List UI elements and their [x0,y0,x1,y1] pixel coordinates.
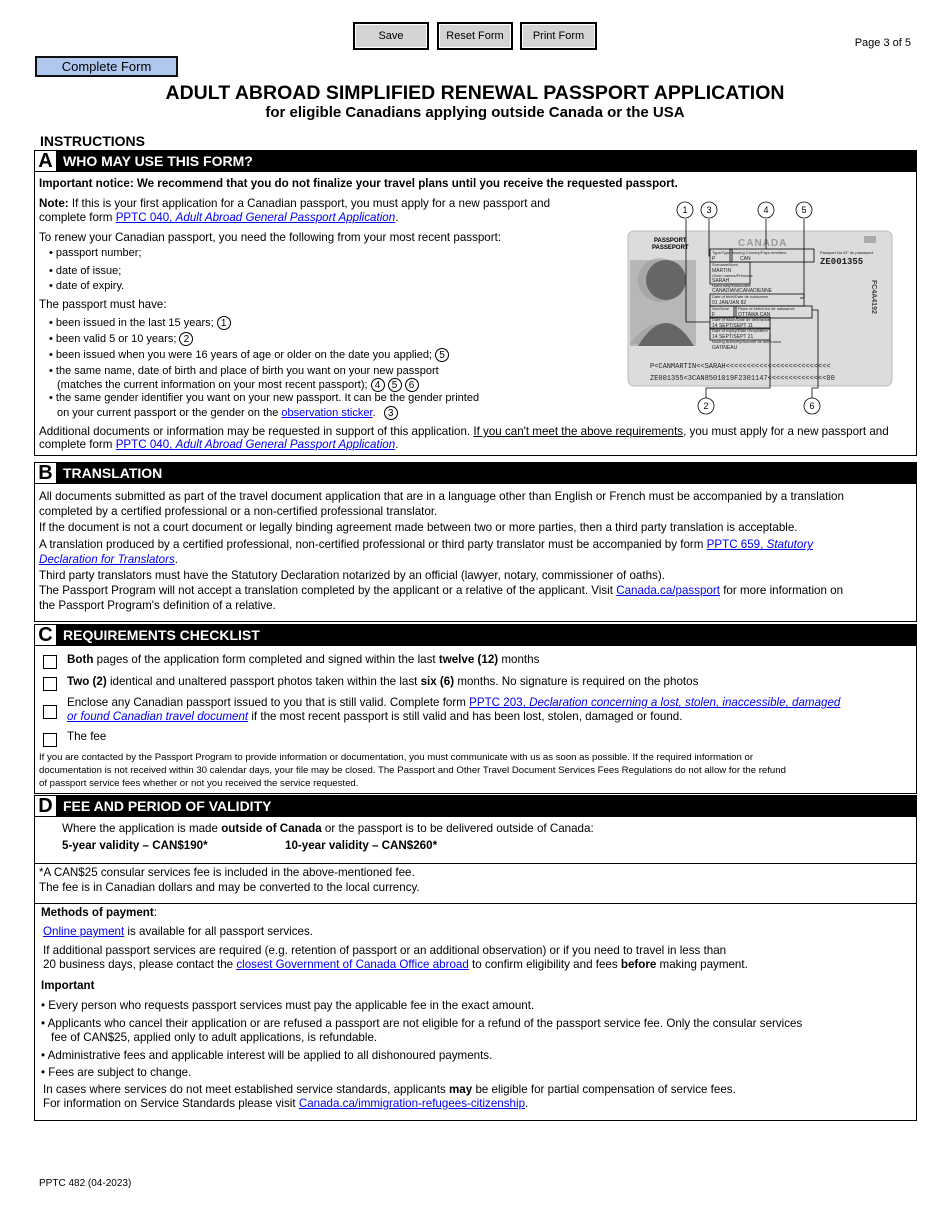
number-circle: 5 [388,378,402,392]
note-text: complete form [39,211,116,224]
callout-number: 6 [809,401,815,411]
instructions-heading: INSTRUCTIONS [40,133,145,149]
country-label: CANADA [738,238,788,249]
page-subtitle: for eligible Canadians applying outside Canada or the USA [265,104,685,121]
reset-form-button[interactable]: Reset Form [437,22,513,50]
callout-number: 5 [801,205,807,215]
portrait-head [646,260,686,300]
divider [34,863,917,864]
pptc659-link[interactable]: PPTC 659, Statutory [706,538,813,551]
page-number: Page 3 of 5 [854,37,911,49]
callout-number: 3 [706,205,712,215]
passport-sample-image [620,198,902,420]
list-item: on your current passport or the gender on the observation sticker. 3 [57,406,398,420]
section-letter: B [34,462,57,484]
field-label: Date of birth/Date de naissance [712,294,769,299]
field-label: Passport No./N° de passeport [820,250,873,255]
paragraph: A translation produced by a certified professional, non-certified professional or third party translator must be accompanied by form PPTC 659, Statutory [39,538,813,551]
additional-line-1: Additional documents or information may be requested in support of this application. If you can't meet the above requirements, you must apply for a new passport and [39,425,889,438]
callout-number: 4 [763,205,769,215]
footnote: The fee is in Canadian dollars and may be converted to the local currency. [39,881,420,894]
paragraph: 20 business days, please contact the closest Government of Canada Office abroad to confirm eligibility and fees before making payment. [43,958,748,971]
field-label: Sex/Sexe [712,306,730,311]
field-label: Issuing Authority/Autorité de délivrance [712,339,782,344]
checklist-item: The fee [67,730,107,743]
page-title: ADULT ABROAD SIMPLIFIED RENEWAL PASSPORT APPLICATION [165,82,785,104]
list-item: • Applicants who cancel their application or are refused a passport are not eligible for a refund of the passport service fee. Only the consular services [41,1017,803,1030]
checkbox-both-pages[interactable] [43,655,57,669]
list-item: • Every person who requests passport services must pay the applicable fee in the exact amount. [41,999,535,1012]
section-heading: FEE AND PERIOD OF VALIDITY [63,798,272,814]
paragraph: In cases where services do not meet established service standards, applicants may be eligible for partial compensation of service fees. [43,1083,736,1096]
checklist-item: Two (2) identical and unaltered passport photos taken within the last six (6) months. No signature is required on the photos [67,675,699,688]
checklist-item: Enclose any Canadian passport issued to you that is still valid. Complete form PPTC 203, Declaration concerning a lost, stolen, inaccessible, damaged [67,696,841,709]
fee-intro: Where the application is made outside of Canada or the passport is to be delivered outside of Canada: [62,822,594,835]
important-heading: Important [41,979,95,992]
passport-number: ZE001355 [820,257,864,267]
paragraph: Third party translators must have the Statutory Declaration notarized by an official (lawyer, notary, commissioner of oaths). [39,569,665,582]
paragraph: For information on Service Standards please visit Canada.ca/immigration-refugees-citizenship. [43,1097,529,1110]
form-code-footer: PPTC 482 (04-2023) [39,1178,132,1189]
fee-10-year: 10-year validity – CAN$260* [285,839,438,852]
save-button[interactable]: Save [353,22,429,50]
list-item: • been issued in the last 15 years; 1 [49,316,231,330]
pptc203-link[interactable]: PPTC 203, Declaration concerning a lost, stolen, inaccessible, damaged [469,696,841,709]
renew-intro: To renew your Canadian passport, you need the following from your most recent passport: [39,231,502,244]
list-item: • Fees are subject to change. [41,1066,192,1079]
paragraph: All documents submitted as part of the travel document application that are in a language other than English or French must be accompanied by a translation [39,490,844,503]
list-item: • the same name, date of birth and place of birth you want on your new passport [49,365,439,377]
section-a-header [34,150,917,172]
divider [34,903,917,904]
number-circle: 5 [435,348,449,362]
field-value: F [712,312,716,318]
field-label: Surname/Nom [712,262,738,267]
paragraph: Declaration for Translators. [39,553,178,566]
list-item: • passport number; [49,247,142,259]
checklist-item: Both pages of the application form completed and signed within the last twelve (12) months [67,653,540,666]
list-item: fee of CAN$25, applied only to adult applications, is refundable. [51,1031,378,1044]
field-value: CAN [740,256,751,262]
field-value: CANADIAN/CANADIENNE [712,288,773,294]
field-label: Date of issue/Date de délivrance [712,317,770,322]
field-label: Type/Type [712,250,731,255]
online-payment-link[interactable]: Online payment [43,925,125,938]
section-c-header [34,624,917,646]
field-value: 14 SEPT/SEPT 11 [712,323,753,329]
online-payment-line: Online payment is available for all passport services. [43,925,314,938]
paragraph: The Passport Program will not accept a translation completed by the applicant or a relative of the applicant. Visit Canada.ca/passport for more information on [39,584,844,597]
field-value: MARTIN [712,268,732,274]
callout-number: 2 [703,401,709,411]
number-circle: 2 [179,332,193,346]
fine-print: of passport service fees whether or not you received the service requested. [39,778,359,789]
field-label: Date of expiry/Date d'expiration [712,328,768,333]
section-letter: A [34,150,57,172]
passeport-label: PASSEPORT [652,245,689,251]
field-value: GATINEAU [712,345,738,351]
footnote: *A CAN$25 consular services fee is included in the above-mentioned fee. [39,866,415,879]
note-label: Note: [39,197,69,210]
methods-heading: Methods of payment: [41,906,157,919]
checkbox-fee[interactable] [43,733,57,747]
checkbox-valid-passport[interactable] [43,705,57,719]
field-value: SARAH [712,278,730,284]
number-circle: 1 [217,316,231,330]
list-item: • date of expiry. [49,280,125,292]
pptc203-link[interactable]: or found Canadian travel document [67,710,249,723]
pptc659-link[interactable]: Declaration for Translators [39,553,175,566]
callout-number: 1 [682,205,688,215]
number-circle: 4 [371,378,385,392]
passport-label: PASSPORT [654,238,687,244]
must-have-label: The passport must have: [39,298,167,311]
fee-5-year: 5-year validity – CAN$190* [62,839,208,852]
section-letter: C [34,624,57,646]
important-notice: Important notice: We recommend that you do not finalize your travel plans until you receive the requested passport. [39,177,678,190]
section-b-header [34,462,917,484]
field-label: Issuing Country/Pays émetteur [732,250,787,255]
office-abroad-link[interactable]: closest Government of Canada Office abroad [236,958,469,971]
additional-line-2: complete form PPTC 040, Adult Abroad General Passport Application. [39,438,399,451]
paragraph: If the document is not a court document or legally binding agreement made between two or more parties, then a third party translation is acceptable. [39,521,798,534]
list-item: • Administrative fees and applicable interest will be applied to all dishonoured payments. [41,1049,493,1062]
number-circle: 6 [405,378,419,392]
fine-print: If you are contacted by the Passport Program to provide information or documentation, you must communicate with us as soon as possible. If the required information or [39,752,754,763]
number-circle: 3 [384,406,398,420]
field-value: OTTAWA CAN [738,312,771,318]
field-value: 01 JAN/JAN 82 [712,300,747,306]
section-d-header [34,795,917,817]
checkbox-photos[interactable] [43,677,57,691]
note-text: If this is your first application for a Canadian passport, you must apply for a new passport and [68,197,551,210]
note-line-2: complete form PPTC 040, Adult Abroad General Passport Application. [39,211,399,224]
paragraph: completed by a certified professional or a non-certified professional translator. [39,505,438,518]
list-item: (matches the current information on your most recent passport); 4 5 6 [57,378,419,392]
side-number: FC4A4192 [870,280,877,314]
observation-sticker-link[interactable]: observation sticker [281,406,373,419]
pptc040-link[interactable]: PPTC 040, Adult Abroad General Passport Application [115,211,396,224]
section-letter: D [34,795,57,817]
list-item: • date of issue; [49,265,122,277]
section-heading: TRANSLATION [63,465,163,481]
cant-meet-text: If you can't meet the above requirements [473,425,684,438]
mrz-line-1: P<CANMARTIN<<SARAH<<<<<<<<<<<<<<<<<<<<<<<<< [650,363,831,371]
list-item: • the same gender identifier you want on your new passport. It can be the gender printed [49,392,480,404]
field-label: Place of birth/Lieu de naissance [738,306,795,311]
note-line-1 [39,197,550,210]
field-label: Given names/Prénoms [712,273,753,278]
print-form-button[interactable]: Print Form [520,22,597,50]
field-value: P [712,256,716,262]
field-value: 14 SEPT/SEPT 21 [712,334,754,340]
field-label: Nationality/Nationalité [712,283,751,288]
section-heading: WHO MAY USE THIS FORM? [63,153,253,169]
list-item: • been issued when you were 16 years of age or older on the date you applied; 5 [49,348,449,362]
fine-print: documentation is not received within 30 calendar days, your file may be closed. The Passport and Other Travel Document Services Fees Regulations do not allow for the refund [39,765,786,776]
paragraph: the Passport Program's definition of a relative. [39,599,276,612]
ircc-link[interactable]: Canada.ca/immigration-refugees-citizenship [298,1097,526,1110]
complete-form-button[interactable]: Complete Form [35,56,178,77]
list-item: • been valid 5 or 10 years; 2 [49,332,193,346]
checklist-item: or found Canadian travel document if the most recent passport is still valid and has been lost, stolen, damaged or found. [67,710,683,723]
paragraph: If additional passport services are required (e.g. retention of passport or an additional observation) or if you need to travel in less than [43,944,727,957]
canada-passport-link[interactable]: Canada.ca/passport [616,584,720,597]
pptc040-link[interactable]: PPTC 040, Adult Abroad General Passport Application [115,438,396,451]
mrz-line-2: ZE001355<3CAN8501019F2301147<<<<<<<<<<<<<<00 [650,375,835,383]
section-heading: REQUIREMENTS CHECKLIST [63,627,260,643]
